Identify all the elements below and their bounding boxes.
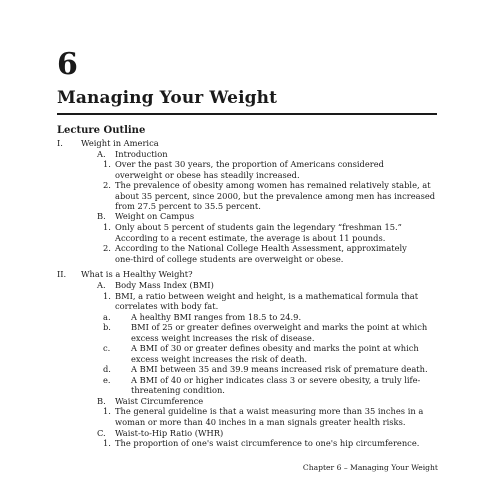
outline-line: threatening condition. bbox=[131, 385, 225, 395]
outline-marker: c. bbox=[103, 343, 111, 353]
outline-line: What is a Healthy Weight? bbox=[81, 269, 193, 279]
outline-line: A BMI of 40 or higher indicates class 3 or severe obesity, a truly life- bbox=[131, 375, 421, 385]
outline-marker: II. bbox=[57, 269, 67, 279]
outline-line: about 35 percent, since 2000, but the prevalence among men has increased bbox=[115, 191, 436, 201]
outline-marker: 1. bbox=[103, 159, 111, 169]
outline-marker: a. bbox=[103, 312, 111, 322]
outline-line: correlates with body fat. bbox=[115, 301, 219, 311]
outline-marker: B. bbox=[97, 396, 106, 406]
page-footer: Chapter 6 – Managing Your Weight bbox=[302, 463, 438, 472]
outline-line: According to the National College Health Assessment, approximately bbox=[115, 243, 407, 253]
outline-line: A healthy BMI ranges from 18.5 to 24.9. bbox=[131, 312, 302, 322]
outline-marker: 1. bbox=[103, 406, 111, 416]
outline-line: According to a recent estimate, the average is about 11 pounds. bbox=[115, 233, 386, 243]
outline-marker: 2. bbox=[103, 180, 111, 190]
outline-marker: 2. bbox=[103, 243, 111, 253]
outline-line: BMI of 25 or greater defines overweight and marks the point at which bbox=[131, 322, 428, 332]
outline-line: The general guideline is that a waist measuring more than 35 inches in a bbox=[115, 406, 424, 416]
title-divider bbox=[57, 113, 437, 115]
outline-line: Introduction bbox=[115, 149, 168, 159]
outline-line: Over the past 30 years, the proportion of Americans considered bbox=[115, 159, 384, 169]
outline-marker: e. bbox=[103, 375, 111, 385]
outline-line: excess weight increases the risk of disease. bbox=[131, 333, 315, 343]
outline-line: Body Mass Index (BMI) bbox=[115, 280, 214, 290]
chapter-number: 6 bbox=[57, 47, 78, 82]
outline-line: A BMI between 35 and 39.9 means increased risk of premature death. bbox=[131, 364, 428, 374]
outline-marker: d. bbox=[103, 364, 111, 374]
outline-line: Only about 5 percent of students gain the legendary “freshman 15.” bbox=[115, 222, 402, 232]
outline-line: BMI, a ratio between weight and height, is a mathematical formula that bbox=[115, 291, 419, 301]
outline-line: Weight in America bbox=[81, 138, 159, 148]
outline-line: Waist Circumference bbox=[115, 396, 204, 406]
outline-line: A BMI of 30 or greater defines obesity and marks the point at which bbox=[131, 343, 419, 353]
outline-marker: I. bbox=[57, 138, 63, 148]
outline-marker: A. bbox=[97, 280, 106, 290]
outline-line: Weight on Campus bbox=[115, 211, 195, 221]
outline-line: woman or more than 40 inches in a man signals greater health risks. bbox=[115, 417, 406, 427]
outline-line: excess weight increases the risk of death. bbox=[131, 354, 308, 364]
outline-marker: C. bbox=[97, 428, 106, 438]
outline-marker: 1. bbox=[103, 222, 111, 232]
outline-line: overweight or obese has steadily increased. bbox=[115, 170, 300, 180]
outline-line: from 27.5 percent to 35.5 percent. bbox=[115, 201, 261, 211]
outline-marker: 1. bbox=[103, 438, 111, 448]
outline-line: The prevalence of obesity among women has remained relatively stable, at bbox=[115, 180, 431, 190]
outline-line: Waist-to-Hip Ratio (WHR) bbox=[115, 428, 224, 438]
outline-marker: b. bbox=[103, 322, 111, 332]
outline-heading: Lecture Outline bbox=[57, 125, 146, 136]
outline-line: The proportion of one's waist circumference to one's hip circumference. bbox=[115, 438, 420, 448]
outline-line: one-third of college students are overweight or obese. bbox=[115, 254, 344, 264]
chapter-title: Managing Your Weight bbox=[57, 88, 278, 108]
outline-marker: A. bbox=[97, 149, 106, 159]
outline-marker: B. bbox=[97, 211, 106, 221]
outline-marker: 1. bbox=[103, 291, 111, 301]
